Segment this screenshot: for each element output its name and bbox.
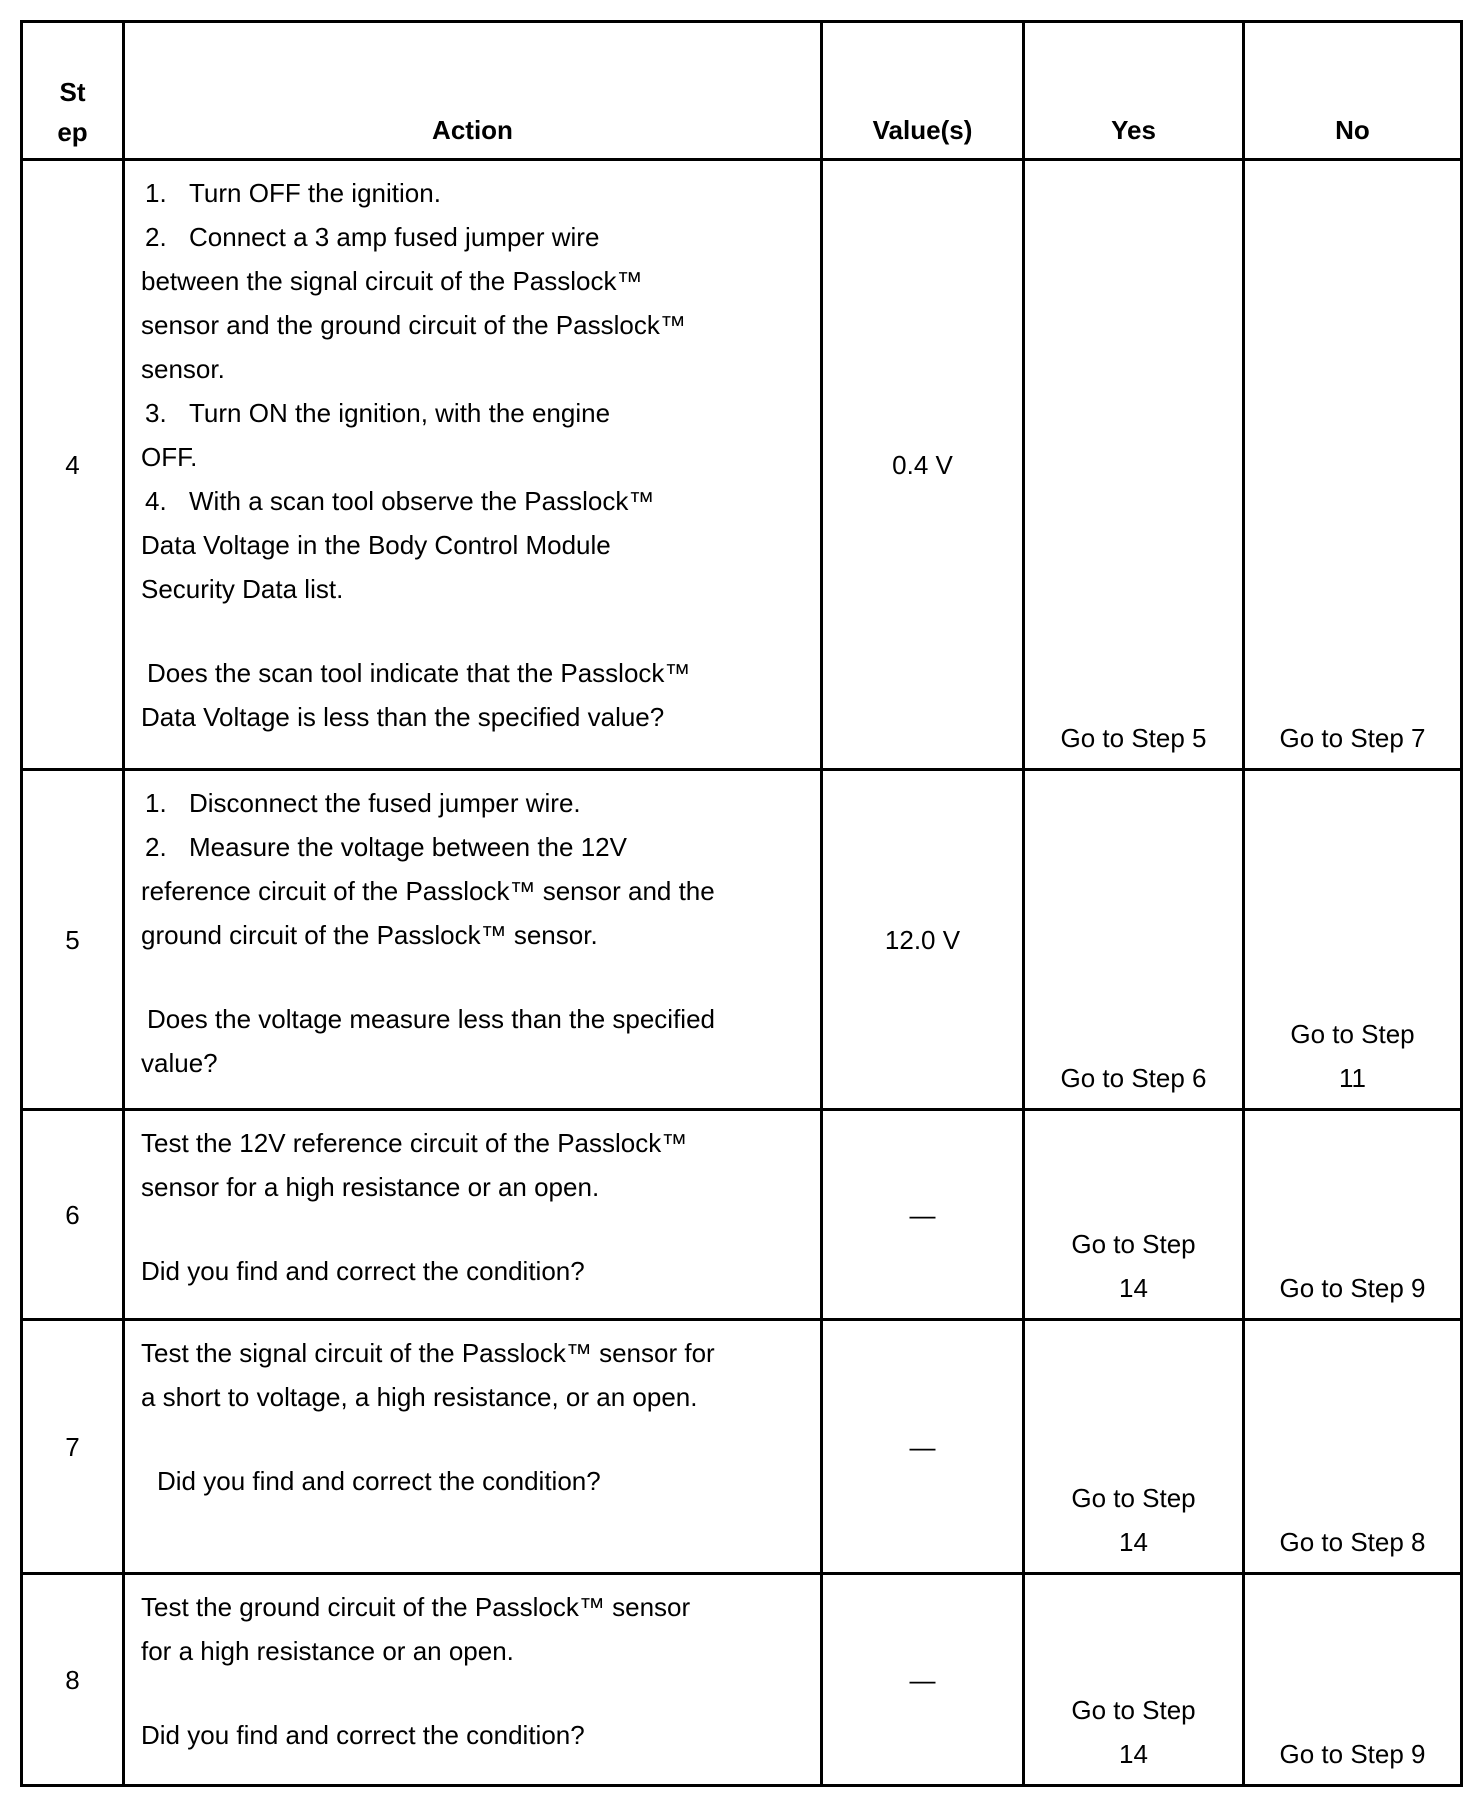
action-text: ground circuit of the Passlock™ sensor. [141,920,598,950]
no-cell: Go to Step 9 [1244,1110,1462,1320]
step-number: 4 [22,160,124,770]
value-cell: 0.4 V [822,160,1024,770]
yes-cell: Go to Step 14 [1024,1574,1244,1786]
action-cell [124,1574,822,1786]
action-item: 1. Disconnect the fused jumper wire. [145,788,581,818]
table-row [22,770,1462,1110]
action-text: sensor. [141,354,225,384]
step-number: 7 [22,1320,124,1574]
action-text: Data Voltage in the Body Control Module [141,530,611,560]
action-question: Did you find and correct the condition? [157,1466,601,1496]
table-row [22,1110,1462,1320]
action-text: Security Data list. [141,574,344,604]
yes-cell: Go to Step 5 [1024,160,1244,770]
action-item: 2. Measure the voltage between the 12V [145,832,627,862]
value-cell: — [822,1110,1024,1320]
action-text: for a high resistance or an open. [141,1636,514,1666]
action-cell [124,1320,822,1574]
no-cell: Go to Step 8 [1244,1320,1462,1574]
header-values: Value(s) [822,22,1024,160]
yes-cell: Go to Step 14 [1024,1110,1244,1320]
action-text: Test the ground circuit of the Passlock™ sensor [141,1592,691,1622]
action-cell [124,160,822,770]
action-cell [124,1110,822,1320]
action-question: Does the scan tool indicate that the Passlock™ [147,658,691,688]
step-number: 6 [22,1110,124,1320]
action-text: a short to voltage, a high resistance, or an open. [141,1382,698,1412]
yes-cell: Go to Step 14 [1024,1320,1244,1574]
action-text: between the signal circuit of the Passlock™ [141,266,643,296]
step-number: 5 [22,770,124,1110]
header-no: No [1244,22,1462,160]
action-text: sensor and the ground circuit of the Passlock™ [141,310,686,340]
table-row [22,160,1462,770]
action-question: Did you find and correct the condition? [141,1720,585,1750]
value-cell: — [822,1574,1024,1786]
action-question: Data Voltage is less than the specified value? [141,702,665,732]
action-question: value? [141,1048,218,1078]
diagnostic-table [20,20,1463,1787]
header-row [22,22,1462,160]
action-item: 1. Turn OFF the ignition. [145,178,441,208]
action-item: 3. Turn ON the ignition, with the engine [145,398,611,428]
action-item: 4. With a scan tool observe the Passlock™ [145,486,655,516]
step-number: 8 [22,1574,124,1786]
action-text: Test the signal circuit of the Passlock™ sensor for [141,1338,715,1368]
action-text: reference circuit of the Passlock™ sensor and the [141,876,715,906]
table-row [22,1574,1462,1786]
no-cell: Go to Step 7 [1244,160,1462,770]
value-cell: 12.0 V [822,770,1024,1110]
action-item: 2. Connect a 3 amp fused jumper wire [145,222,600,252]
action-question: Does the voltage measure less than the specified [147,1004,716,1034]
table-row [22,1320,1462,1574]
no-cell: Go to Step 11 [1244,770,1462,1110]
action-question: Did you find and correct the condition? [141,1256,585,1286]
action-text: Test the 12V reference circuit of the Passlock™ [141,1128,688,1158]
action-text: OFF. [141,442,198,472]
header-yes: Yes [1024,22,1244,160]
value-cell: — [822,1320,1024,1574]
no-cell: Go to Step 9 [1244,1574,1462,1786]
action-text: sensor for a high resistance or an open. [141,1172,600,1202]
header-step: St ep [22,22,124,160]
header-action: Action [124,22,822,160]
action-cell [124,770,822,1110]
yes-cell: Go to Step 6 [1024,770,1244,1110]
